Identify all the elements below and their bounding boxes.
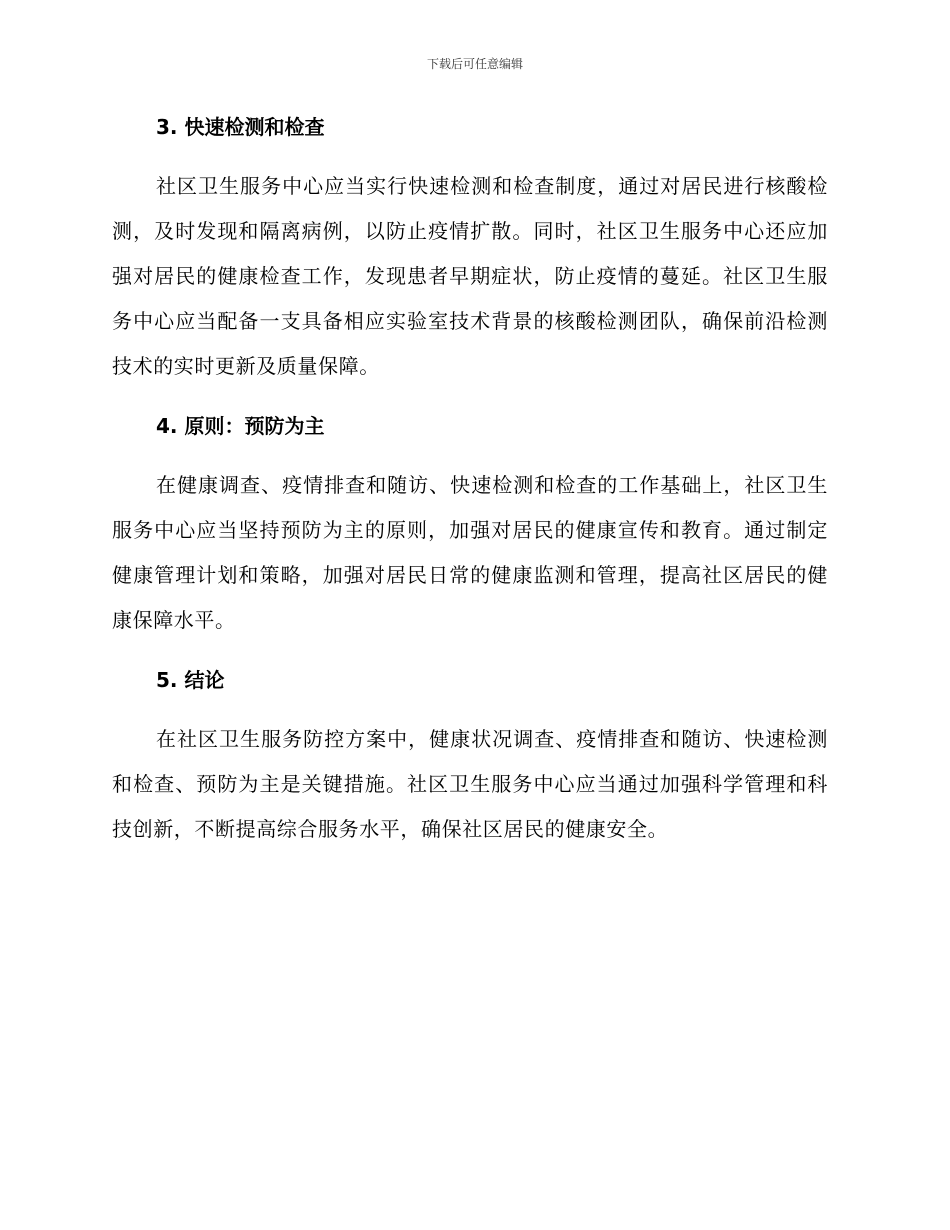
section-heading: 5. 结论	[156, 668, 225, 692]
section-conclusion	[112, 665, 828, 852]
section-paragraph: 在健康调查、疫情排查和随访、快速检测和检查的工作基础上，社区卫生服务中心应当坚持预防为主的原则，加强对居民的健康宣传和教育。通过制定健康管理计划和策略，加强对居民日常的健康监测和管理，提高社区居民的健康保障水平。	[112, 473, 828, 632]
section-paragraph: 在社区卫生服务防控方案中，健康状况调查、疫情排查和随访、快速检测和检查、预防为主是关键措施。社区卫生服务中心应当通过加强科学管理和科技创新，不断提高综合服务水平，确保社区居民的健康安全。	[112, 727, 828, 841]
document-body	[112, 112, 828, 874]
section-heading: 3. 快速检测和检查	[156, 115, 325, 139]
section-heading: 4. 原则：预防为主	[156, 414, 325, 438]
page-header-note: 下载后可任意编辑	[426, 57, 523, 71]
section-rapid-testing	[112, 112, 828, 389]
section-prevention-principle	[112, 411, 828, 643]
section-paragraph: 社区卫生服务中心应当实行快速检测和检查制度，通过对居民进行核酸检测，及时发现和隔离病例，以防止疫情扩散。同时，社区卫生服务中心还应加强对居民的健康检查工作，发现患者早期症状，防止疫情的蔓延。社区卫生服务中心应当配备一支具备相应实验室技术背景的核酸检测团队，确保前沿检测技术的实时更新及质量保障。	[112, 174, 828, 378]
